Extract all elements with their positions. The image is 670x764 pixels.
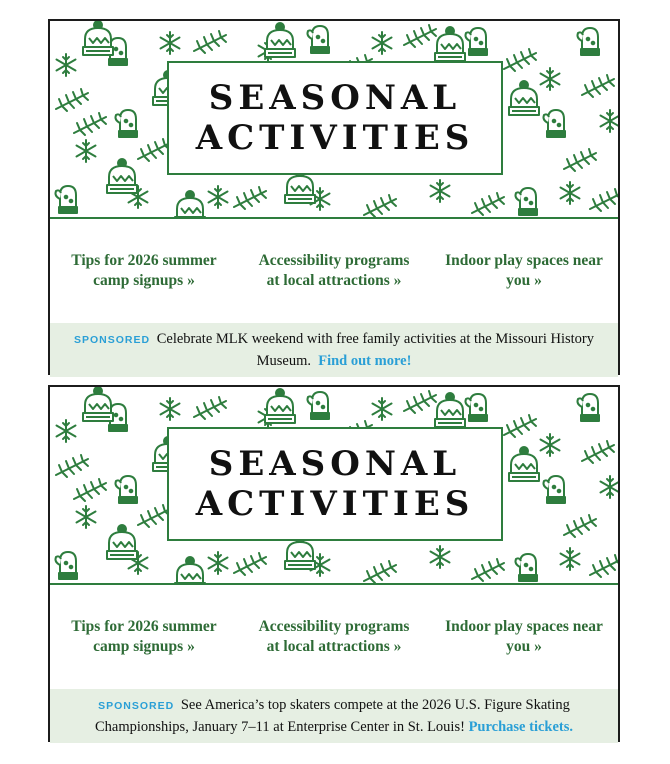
hero-title-box <box>167 427 503 541</box>
hero-title-box <box>167 61 503 175</box>
newsletter-card-1 <box>48 19 620 375</box>
hero-title-line-2: ACTIVITIES <box>195 484 475 524</box>
link-accessibility[interactable]: Accessibility programs at local attractions » <box>258 252 410 289</box>
sponsored-banner <box>50 689 618 743</box>
sponsored-tag: SPONSORED <box>98 699 175 712</box>
hero-title-line-1: SEASONAL <box>208 444 462 484</box>
article-links <box>50 219 618 323</box>
link-indoor-play[interactable]: Indoor play spaces near you » <box>445 618 603 655</box>
hero-title-line-1: SEASONAL <box>208 78 462 118</box>
sponsored-cta-link[interactable]: Find out more! <box>318 352 412 369</box>
link-summer-camp[interactable]: Tips for 2026 summer camp signups » <box>71 618 217 655</box>
link-indoor-play[interactable]: Indoor play spaces near you » <box>445 252 603 289</box>
hero-title-line-2: ACTIVITIES <box>195 118 475 158</box>
sponsored-text: See America’s top skaters compete at the 2026 U.S. Figure Skating Championships, January 7–11 at Enterprise Center in St. Louis! <box>94 696 570 735</box>
sponsored-banner <box>50 323 618 377</box>
hero-banner <box>50 387 618 585</box>
article-links <box>50 585 618 689</box>
sponsored-cta-link[interactable]: Purchase tickets. <box>468 718 574 735</box>
hero-banner <box>50 21 618 219</box>
sponsored-tag: SPONSORED <box>73 333 151 346</box>
link-accessibility[interactable]: Accessibility programs at local attractions » <box>258 618 410 655</box>
link-summer-camp[interactable]: Tips for 2026 summer camp signups » <box>71 252 217 289</box>
sponsored-text: Celebrate MLK weekend with free family activities at the Missouri History Museum. <box>156 330 595 369</box>
newsletter-card-2 <box>48 385 620 742</box>
